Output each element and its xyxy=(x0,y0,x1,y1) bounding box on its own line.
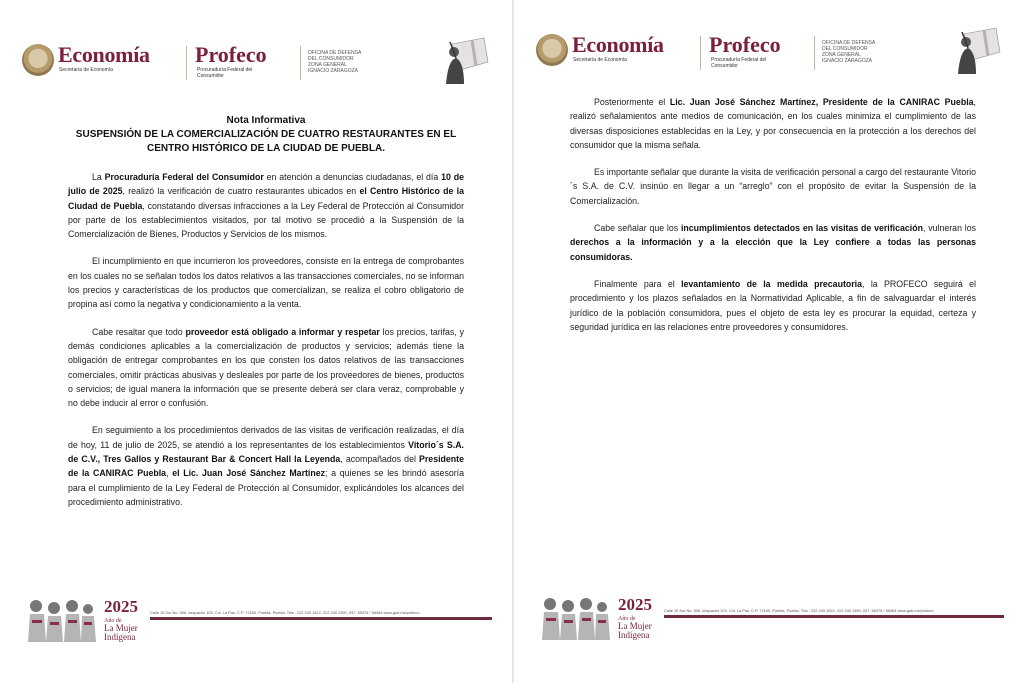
document-body xyxy=(68,114,464,509)
year-2025: 2025 xyxy=(618,595,652,614)
divider xyxy=(700,36,701,70)
mexico-seal-icon xyxy=(22,44,54,76)
flag-emblem-icon xyxy=(946,26,1002,76)
profeco-logo: Profeco xyxy=(709,32,781,57)
paragraph: La Procuraduría Federal del Consumidor en atención a denuncias ciudadanas, el día 10 de julio de 2025, realizó la verificación de cuatro restaurantes ubicados en el Centro Histórico de la Ciudad de Puebla, constatando diversas infracciones a la Ley Federal de Protección al Consumidor por parte de los establecimientos visitados, por tal motivo se procedió a la Suspensión de la Comercialización de Bienes, Productos y Servicios de los mismos. xyxy=(68,172,464,240)
economia-subtitle: Secretaría de Economía xyxy=(573,57,627,63)
economia-subtitle: Secretaría de Economía xyxy=(59,67,113,73)
indigenous-women-illustration-icon xyxy=(538,594,614,640)
letterhead xyxy=(22,40,490,90)
footer-address: Calle 19 Sur No. 506, despacho 103, Col. La Paz, C.P. 72160, Puebla, Puebla. Tels.: 222 240 1522, 222 240 1390, 037, 58375 / 58384 www.gob.mx/profeco xyxy=(150,610,420,615)
footer-rule xyxy=(664,615,1004,618)
note-label: Nota Informativa xyxy=(226,115,306,126)
document-page-2 xyxy=(514,0,1024,683)
year-tagline: Año de xyxy=(618,616,636,622)
mexico-seal-icon xyxy=(536,34,568,66)
profeco-subtitle: Procuraduría Federal del Consumidor xyxy=(197,67,253,79)
flag-emblem-icon xyxy=(434,36,490,86)
divider xyxy=(300,46,301,80)
letterhead xyxy=(536,30,1002,80)
year-tagline: La Mujer Indígena xyxy=(618,621,652,640)
divider xyxy=(186,46,187,80)
divider xyxy=(814,36,815,70)
footer-address: Calle 19 Sur No. 506, despacho 103, Col. La Paz, C.P. 72160, Puebla, Puebla. Tels.: 222 240 1522, 222 240 1390, 037, 58375 / 58384 www.gob.mx/profeco xyxy=(664,608,934,613)
document-title: SUSPENSIÓN DE LA COMERCIALIZACIÓN DE CUATRO RESTAURANTES EN EL CENTRO HISTÓRICO DE LA CIUDAD DE PUEBLA. xyxy=(75,129,457,154)
indigenous-women-illustration-icon xyxy=(24,596,100,642)
year-tagline: La Mujer Indígena xyxy=(104,623,138,642)
paragraph: En seguimiento a los procedimientos derivados de las visitas de verificación realizadas, el día de hoy, 11 de julio de 2025, se atendió a los representantes de los establecimientos Vitorio´s S.A. de C.V., Tres Gallos y Restaurant Bar & Concert Hall la Leyenda, acompañados del Presidente de la CANIRAC Puebla, el Lic. Juan José Sánchez Martínez; a quienes se les brindó asesoría para el cumplimiento de la Ley Federal de Protección al Consumidor, explicándoles los alcances del procedimiento administrativo. xyxy=(68,425,465,507)
footer xyxy=(538,594,1004,644)
year-tagline: Año de xyxy=(104,618,122,624)
profeco-logo: Profeco xyxy=(195,42,267,67)
paragraph: El incumplimiento en que incurrieron los proveedores, consiste en la entrega de comprobantes en los cuales no se señalan todos los datos relativos a las transacciones comerciales, no se informan los precios y características de los productos que comercializan, se realiza el cobro obligatorio de propina así como la negativa y condicionamiento a la venta. xyxy=(68,256,464,310)
year-2025: 2025 xyxy=(104,597,138,616)
economia-logo: Economía xyxy=(58,42,150,67)
office-name: OFICINA DE DEFENSA DEL CONSUMIDOR ZONA GENERAL IGNACIO ZARAGOZA xyxy=(822,40,876,64)
paragraph: Posteriormente el Lic. Juan José Sánchez Martínez, Presidente de la CANIRAC Puebla, realizó señalamientos ante medios de comunicación, en los cuales minimiza el cumplimiento de las diversas disposiciones establecidas en la Ley, y por consecuencia en la protección a los derechos del consumidor que la misma señala. xyxy=(570,97,976,150)
footer-rule xyxy=(150,617,492,620)
document-body xyxy=(570,95,976,334)
footer xyxy=(24,596,492,646)
profeco-subtitle: Procuraduría Federal del Consumidor xyxy=(711,57,767,69)
economia-logo: Economía xyxy=(572,32,664,57)
office-name: OFICINA DE DEFENSA DEL CONSUMIDOR ZONA GENERAL IGNACIO ZARAGOZA xyxy=(308,50,362,74)
paragraph: Es importante señalar que durante la visita de verificación personal a cargo del restaurante Vitorio´s S.A. de C.V. insinúo en llegar a un “arreglo” con el propósito de evitar la Suspensión de la Comercialización. xyxy=(570,167,976,206)
paragraph: Cabe resaltar que todo proveedor está obligado a informar y respetar los precios, tarifas, y demás condiciones aplicables a la comercialización de productos y servicios; además tiene la obligación de entregar comprobantes en los que consten los datos relativos de las transacciones comerciales, omitir prácticas abusivas y desleales por parte de los proveedores de bienes, productos o servicios; de igual manera la información que se presente deberá ser clara veraz, comprobable y no debe inducir al error o confusión. xyxy=(68,326,464,409)
paragraph: Cabe señalar que los incumplimientos detectados en las visitas de verificación, vulneran los derechos a la información y a la elección que la Ley confiere a todas las personas consumidoras. xyxy=(570,223,976,262)
paragraph: Finalmente para el levantamiento de la medida precautoria, la PROFECO seguirá el procedimiento y los plazos señalados en la Normatividad Aplicable, a fin de salvaguardar el interés jurídico de la población consumidora, pues el objeto de esta ley es procurar la equidad, certeza y seguridad jurídica en las relaciones entre proveedores y consumidores. xyxy=(570,278,976,332)
